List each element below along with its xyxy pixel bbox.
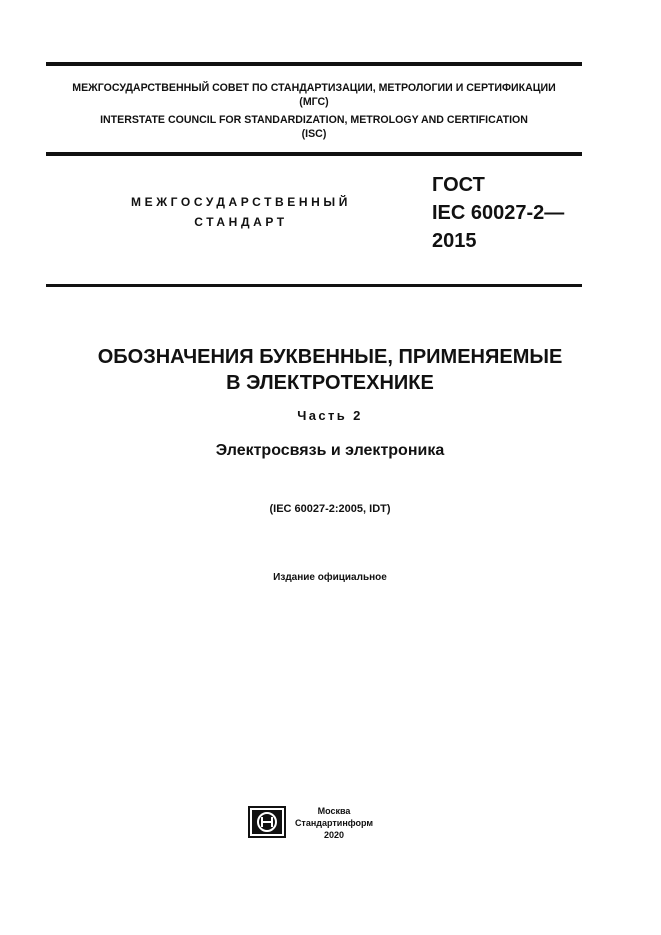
designation-line3: 2015 (432, 230, 477, 252)
standard-type (86, 192, 396, 232)
document-subtitle: Электросвязь и электроника (215, 442, 445, 459)
standartinform-logo-icon (248, 806, 286, 838)
top-rule (46, 62, 582, 66)
council-abbr-en: (ISC) (301, 128, 327, 140)
header-divider (46, 284, 582, 287)
document-title (30, 344, 630, 396)
standard-designation (432, 171, 564, 255)
publisher-name: Стандартинформ (294, 818, 374, 828)
part-label: Часть 2 (297, 408, 363, 423)
standard-type-line1: МЕЖГОСУДАРСТВЕННЫЙ (131, 195, 351, 209)
publisher-info (294, 805, 374, 841)
designation-line1: ГОСТ (432, 174, 485, 196)
council-name-en (46, 113, 582, 141)
publisher-city: Москва (317, 806, 351, 816)
iec-reference: (IEC 60027-2:2005, IDT) (269, 503, 391, 515)
designation-line2: IEC 60027-2— (432, 202, 565, 224)
title-line1: ОБОЗНАЧЕНИЯ БУКВЕННЫЕ, ПРИМЕНЯЕМЫЕ (97, 346, 563, 368)
publisher-year: 2020 (323, 830, 345, 840)
title-line2: В ЭЛЕКТРОТЕХНИКЕ (226, 372, 434, 394)
council-abbr-ru: (МГС) (299, 96, 329, 108)
council-name-en-line1: INTERSTATE COUNCIL FOR STANDARDIZATION, METROLOGY AND CERTIFICATION (100, 114, 528, 126)
council-name-ru-line1: МЕЖГОСУДАРСТВЕННЫЙ СОВЕТ ПО СТАНДАРТИЗАЦИИ, МЕТРОЛОГИИ И СЕРТИФИКАЦИИ (72, 82, 556, 94)
standard-type-line2: СТАНДАРТ (194, 215, 288, 229)
edition-note: Издание официальное (273, 572, 387, 583)
council-name-ru (46, 81, 582, 109)
council-divider (46, 152, 582, 156)
